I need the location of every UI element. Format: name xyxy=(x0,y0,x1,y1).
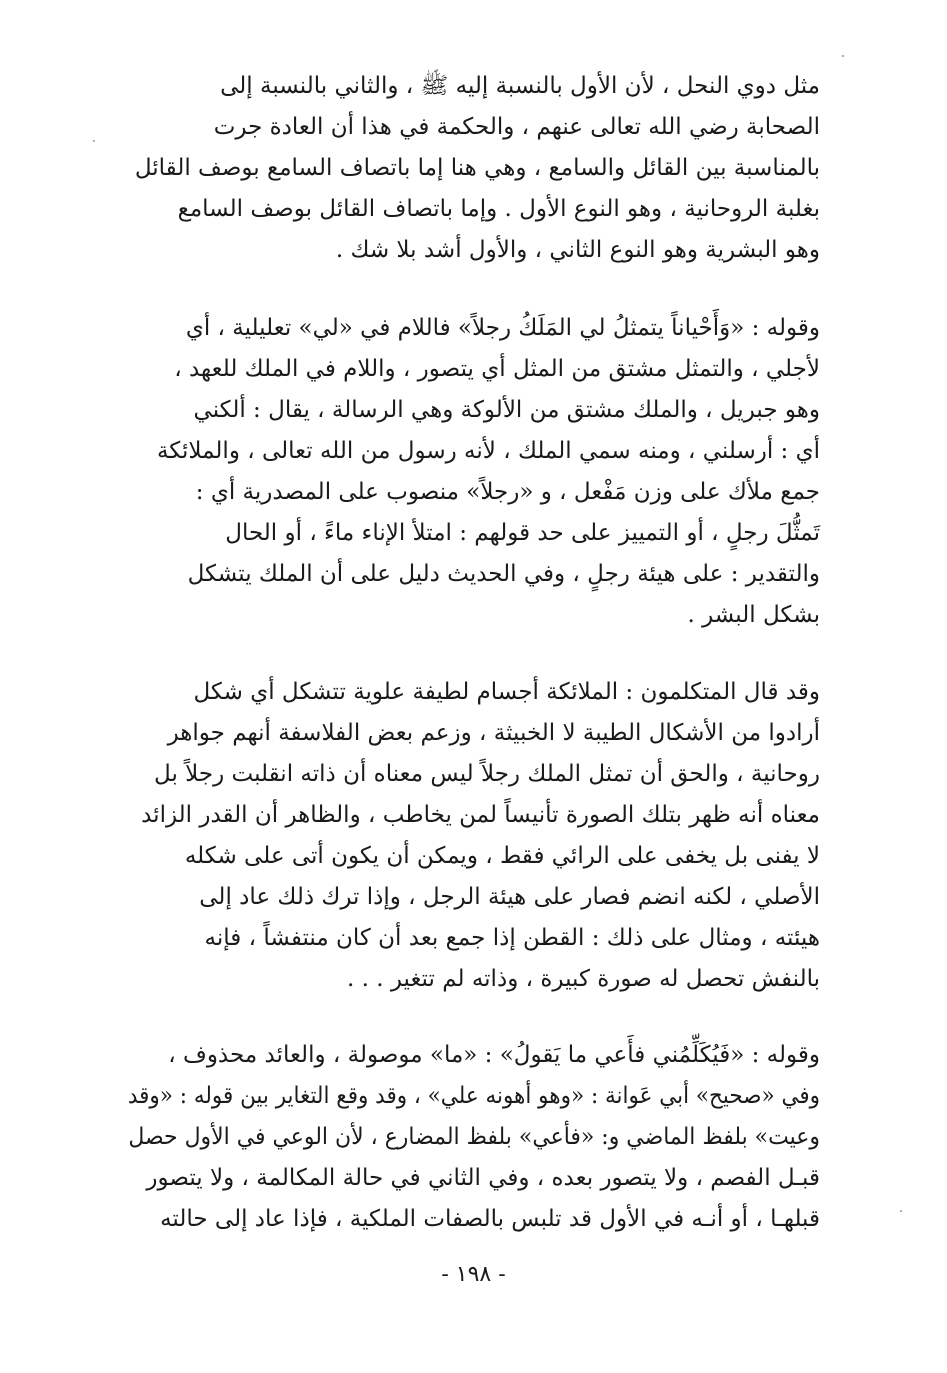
paragraph-4 xyxy=(128,1035,820,1240)
text-line: لا يفنى بل يخفى على الرائي فقط ، ويمكن أن يكون أتى على شكله xyxy=(184,843,820,869)
text-line: بالمناسبة بين القائل والسامع ، وهي هنا إما باتصاف السامع بوصف القائل xyxy=(134,155,820,181)
text-line: الأصلي ، لكنه انضم فصار على هيئة الرجل ، وإذا ترك ذلك عاد إلى xyxy=(199,884,820,910)
text-line: أي : أرسلني ، ومنه سمي الملك ، لأنه رسول من الله تعالى ، والملائكة xyxy=(156,438,820,464)
text-line: لأجلي ، والتمثل مشتق من المثل أي يتصور ، واللام في الملك للعهد ، xyxy=(174,356,820,382)
text-line: مثل دوي النحل ، لأن الأول بالنسبة إليه ﷺ ، والثاني بالنسبة إلى xyxy=(220,73,820,99)
text-line: وفي «صحيح» أبي عَوانة : «وهو أهونه علي» ، وقد وقع التغاير بين قوله : «وقد xyxy=(127,1083,820,1109)
text-line: وهو البشرية وهو النوع الثاني ، والأول أشد بلا شك . xyxy=(335,237,820,263)
paragraph-3 xyxy=(128,672,820,1000)
text-line: والتقدير : على هيئة رجلٍ ، وفي الحديث دليل على أن الملك يتشكل xyxy=(187,561,820,587)
text-line: معناه أنه ظهر بتلك الصورة تأنيساً لمن يخاطب ، والظاهر أن القدر الزائد xyxy=(141,802,820,828)
text-line: جمع ملأك على وزن مَفْعل ، و «رجلاً» منصوب على المصدرية أي : xyxy=(195,479,820,505)
text-line: وقوله : «فَيُكَلِّمُني فأَعي ما يَقولُ» : «ما» موصولة ، والعائد محذوف ، xyxy=(168,1042,820,1068)
text-line: هيئته ، ومثال على ذلك : القطن إذا جمع بعد أن كان منتفشاً ، فإنه xyxy=(204,925,820,951)
text-line: وقد قال المتكلمون : الملائكة أجسام لطيفة علوية تتشكل أي شكل xyxy=(193,679,820,705)
text-line: بشكل البشر . xyxy=(687,602,820,628)
paper-speck xyxy=(900,1210,902,1212)
text-line: الصحابة رضي الله تعالى عنهم ، والحكمة في هذا أن العادة جرت xyxy=(213,114,820,140)
text-line: وقوله : «وَأَحْياناً يتمثلُ لي المَلَكُ رجلاً» فاللام في «لي» تعليلية ، أي xyxy=(185,315,820,341)
text-line: قبلهـا ، أو أنـه في الأول قد تلبس بالصفات الملكية ، فإذا عاد إلى حالته xyxy=(160,1206,820,1232)
text-line: بالنفش تحصل له صورة كبيرة ، وذاته لم تتغير . . . xyxy=(346,966,820,992)
text-line: روحانية ، والحق أن تمثل الملك رجلاً ليس معناه أن ذاته انقلبت رجلاً بل xyxy=(154,761,820,787)
paper-speck xyxy=(842,55,844,57)
paragraph-1 xyxy=(128,66,820,271)
text-line: وهو جبريل ، والملك مشتق من الألوكة وهي الرسالة ، يقال : ألكني xyxy=(193,397,820,423)
text-line: أرادوا من الأشكال الطيبة لا الخبيثة ، وزعم بعض الفلاسفة أنهم جواهر xyxy=(167,720,820,746)
text-line: بغلبة الروحانية ، وهو النوع الأول . وإما باتصاف القائل بوصف السامع xyxy=(177,196,820,222)
paragraph-2 xyxy=(128,308,820,636)
text-line: تَمثُّلَ رجلٍ ، أو التمييز على حد قولهم : امتلأ الإناء ماءً ، أو الحال xyxy=(225,520,820,546)
paper-speck xyxy=(93,140,95,142)
page-number: - ١٩٨ - xyxy=(441,1262,506,1287)
text-line: وعيت» بلفظ الماضي و: «فأعي» بلفظ المضارع ، لأن الوعي في الأول حصل xyxy=(128,1124,820,1150)
text-line: قبـل الفصم ، ولا يتصور بعده ، وفي الثاني في حالة المكالمة ، ولا يتصور xyxy=(146,1165,820,1191)
